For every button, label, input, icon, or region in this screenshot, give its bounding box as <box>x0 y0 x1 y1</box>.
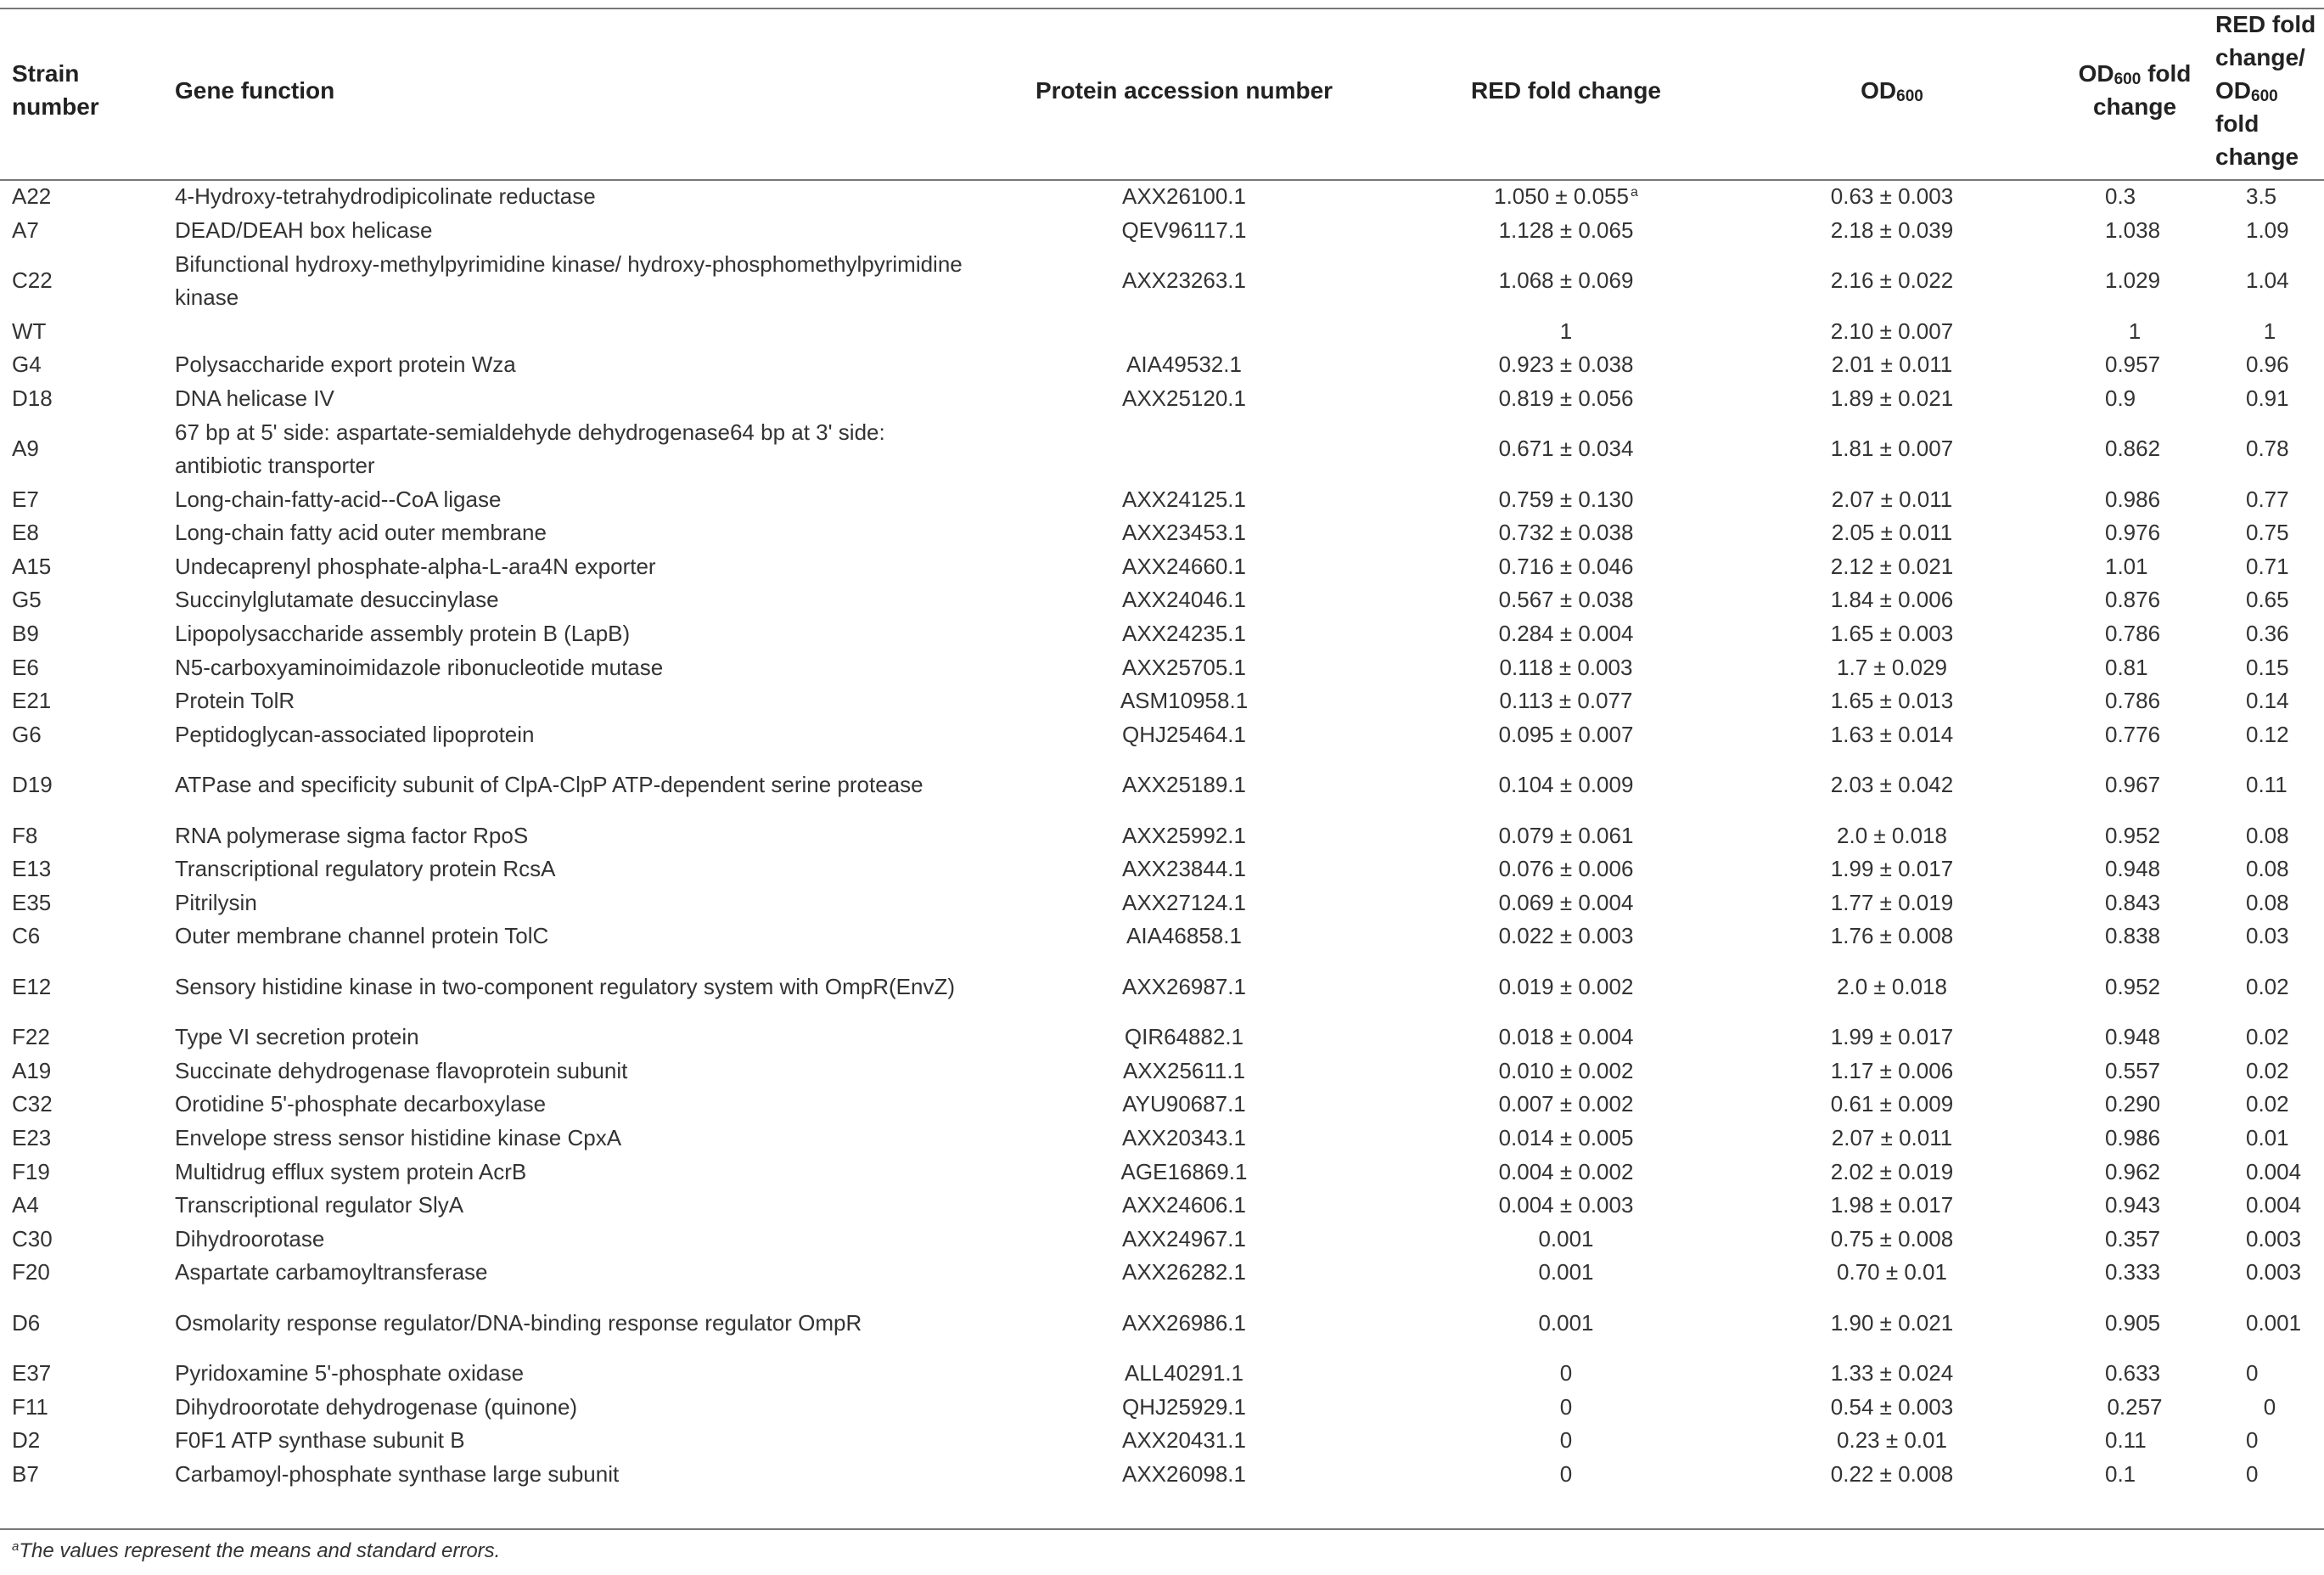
strain-cell: D2 <box>12 1427 41 1454</box>
gene-function-cell: Dihydroorotate dehydrogenase (quinone) <box>175 1393 578 1420</box>
strain-cell: F20 <box>12 1259 50 1285</box>
red-fold-change-cell: 0.019 ± 0.002 <box>1498 973 1634 999</box>
table-row <box>0 314 2324 348</box>
gene-function-cell: Transcriptional regulatory protein RcsA <box>175 856 556 882</box>
strain-cell: E37 <box>12 1360 52 1387</box>
gene-function-cell: Type VI secretion protein <box>175 1024 419 1050</box>
table-row <box>0 482 2324 516</box>
od600-cell: 2.10 ± 0.007 <box>1830 318 1954 344</box>
red-fold-change-cell: 0.004 ± 0.003 <box>1498 1192 1634 1218</box>
strain-cell: E23 <box>12 1124 52 1150</box>
header-strain-number: Strain number <box>12 60 99 120</box>
strain-cell: WT <box>12 318 47 344</box>
od600-cell: 1.84 ± 0.006 <box>1830 587 1954 613</box>
red-fold-change-cell: 0.716 ± 0.046 <box>1498 553 1634 579</box>
red-fold-change-cell: 0.022 ± 0.003 <box>1498 923 1634 949</box>
strain-cell: B7 <box>12 1460 39 1487</box>
accession-cell: AXX20431.1 <box>1121 1427 1246 1454</box>
header-gene-function: Gene function <box>175 76 335 104</box>
table-row <box>0 1122 2324 1156</box>
gene-function-cell: RNA polymerase sigma factor RpoS <box>175 822 529 848</box>
od600-fold-change-cell: 1.038 <box>2105 217 2161 243</box>
red-fold-change-cell: 0.069 ± 0.004 <box>1498 889 1634 915</box>
ratio-cell: 1.09 <box>2246 217 2289 243</box>
footnote-marker: a <box>1630 185 1638 200</box>
table-row <box>0 583 2324 617</box>
od600-fold-change-cell: 1.029 <box>2105 267 2161 294</box>
od600-fold-change-cell: 0.876 <box>2105 587 2161 613</box>
ratio-cell: 0.004 <box>2246 1158 2302 1184</box>
gene-function-cell: Multidrug efflux system protein AcrB <box>175 1158 527 1184</box>
gene-function-cell: ATPase and specificity subunit of ClpA-ClpP ATP-dependent serine protease <box>175 772 923 798</box>
ratio-cell: 0.96 <box>2246 352 2289 378</box>
gene-function-cell: DEAD/DEAH box helicase <box>175 217 433 243</box>
strain-cell: F19 <box>12 1158 50 1184</box>
red-fold-change-cell: 1.068 ± 0.069 <box>1498 267 1634 294</box>
gene-function-cell: Bifunctional hydroxy-methylpyrimidine kinase/ hydroxy-phosphomethylpyrimidine kinase <box>175 250 963 310</box>
ratio-cell: 0.03 <box>2246 923 2289 949</box>
ratio-cell: 0 <box>2263 1393 2276 1420</box>
table-bottom-rule <box>0 1528 2324 1530</box>
accession-cell <box>966 415 1402 482</box>
od600-fold-change-cell: 0.838 <box>2105 923 2161 949</box>
accession-cell: QHJ25929.1 <box>1122 1393 1246 1420</box>
accession-cell: AXX26100.1 <box>1121 183 1246 210</box>
gene-function-cell: 67 bp at 5' side: aspartate-semialdehyde dehydrogenase64 bp at 3' side: antibiotic transporter <box>175 419 885 478</box>
ratio-cell: 0.71 <box>2246 553 2289 579</box>
accession-cell: AXX25120.1 <box>1121 385 1246 411</box>
red-fold-change-cell: 0.819 ± 0.056 <box>1498 385 1634 411</box>
od600-fold-change-cell: 0.11 <box>2105 1427 2147 1454</box>
table-row <box>0 886 2324 920</box>
red-fold-change-cell: 0.567 ± 0.038 <box>1498 587 1634 613</box>
gene-function-cell: Succinate dehydrogenase flavoprotein subunit <box>175 1057 628 1083</box>
od600-fold-change-cell: 0.976 <box>2105 520 2161 546</box>
gene-function-cell: Orotidine 5'-phosphate decarboxylase <box>175 1091 547 1117</box>
od600-cell: 1.76 ± 0.008 <box>1830 923 1954 949</box>
red-fold-change-cell: 0.671 ± 0.034 <box>1498 436 1634 462</box>
accession-cell: AIA49532.1 <box>1126 352 1242 378</box>
accession-cell: QIR64882.1 <box>1124 1024 1244 1050</box>
red-fold-change-cell: 0.001 <box>1538 1225 1594 1252</box>
red-fold-change-cell: 0.007 ± 0.002 <box>1498 1091 1634 1117</box>
strain-cell: D18 <box>12 385 53 411</box>
strain-cell: D6 <box>12 1309 41 1336</box>
accession-cell: AXX24660.1 <box>1121 553 1246 579</box>
red-fold-change-cell: 0.014 ± 0.005 <box>1498 1124 1634 1150</box>
table-row <box>0 1189 2324 1223</box>
accession-cell: AXX25611.1 <box>1122 1057 1246 1083</box>
od600-fold-change-cell: 0.633 <box>2105 1360 2161 1387</box>
od600-cell: 2.03 ± 0.042 <box>1830 772 1954 798</box>
gene-function-cell: Lipopolysaccharide assembly protein B (LapB) <box>175 621 631 647</box>
table-row <box>0 1424 2324 1458</box>
od600-cell: 0.61 ± 0.009 <box>1830 1091 1954 1117</box>
ratio-cell: 0.01 <box>2246 1124 2289 1150</box>
od600-fold-change-cell: 1.01 <box>2105 553 2148 579</box>
strain-cell: A22 <box>12 183 52 210</box>
od600-cell: 1.63 ± 0.014 <box>1830 721 1954 747</box>
ratio-cell: 0.15 <box>2246 654 2289 680</box>
gene-function-cell: Envelope stress sensor histidine kinase CpxA <box>175 1124 622 1150</box>
od600-fold-change-cell: 0.81 <box>2105 654 2148 680</box>
red-fold-change-cell: 0.076 ± 0.006 <box>1498 856 1634 882</box>
ratio-cell: 0.08 <box>2246 822 2289 848</box>
od600-fold-change-cell: 0.957 <box>2105 352 2161 378</box>
od600-cell: 0.23 ± 0.01 <box>1837 1427 1947 1454</box>
strain-cell: B9 <box>12 621 39 647</box>
header-od600-fold-change: $OD_{600}$ fold change <box>2078 60 2192 120</box>
strain-cell: A15 <box>12 553 52 579</box>
ratio-cell: 0.75 <box>2246 520 2289 546</box>
ratio-cell: 0.02 <box>2246 1024 2289 1050</box>
od600-fold-change-cell: 0.905 <box>2105 1309 2161 1336</box>
table-row <box>0 852 2324 886</box>
red-fold-change-cell: 0 <box>1559 1427 1573 1454</box>
od600-cell: 0.54 ± 0.003 <box>1830 1393 1954 1420</box>
gene-function-cell: DNA helicase IV <box>175 385 334 411</box>
ratio-cell: 0 <box>2246 1460 2259 1487</box>
gene-function-cell: N5-carboxyaminoimidazole ribonucleotide mutase <box>175 654 664 680</box>
accession-cell: AXX20343.1 <box>1121 1124 1246 1150</box>
strain-cell: E7 <box>12 486 39 512</box>
od600-cell: 2.02 ± 0.019 <box>1830 1158 1954 1184</box>
red-fold-change-cell: 0.010 ± 0.002 <box>1498 1057 1634 1083</box>
od600-cell: 1.33 ± 0.024 <box>1830 1360 1954 1387</box>
strain-cell: F22 <box>12 1024 50 1050</box>
header-ratio: RED fold change/ $OD_{600}$ fold change <box>2215 10 2316 170</box>
strain-cell: E12 <box>12 973 52 999</box>
gene-function-cell: Peptidoglycan-associated lipoprotein <box>175 721 535 747</box>
od600-cell: 1.65 ± 0.013 <box>1830 688 1954 714</box>
strain-cell: A19 <box>12 1057 52 1083</box>
od600-cell: 1.89 ± 0.021 <box>1830 385 1954 411</box>
od600-cell: 1.65 ± 0.003 <box>1830 621 1954 647</box>
strain-cell: C30 <box>12 1225 53 1252</box>
table-row <box>0 247 2324 314</box>
accession-cell: AXX25992.1 <box>1121 822 1246 848</box>
gene-function-cell: Long-chain fatty acid outer membrane <box>175 520 547 546</box>
od600-cell: 1.7 ± 0.029 <box>1837 654 1947 680</box>
gene-function-cell: Carbamoyl-phosphate synthase large subunit <box>175 1460 620 1487</box>
table-row <box>0 415 2324 482</box>
od600-fold-change-cell: 0.786 <box>2105 621 2161 647</box>
od600-fold-change-cell: 0.290 <box>2105 1091 2161 1117</box>
table-row <box>0 1458 2324 1492</box>
footnote-marker: a <box>12 1539 20 1554</box>
accession-cell: QHJ25464.1 <box>1122 721 1246 747</box>
od600-fold-change-cell: 0.9 <box>2105 385 2136 411</box>
od600-fold-change-cell: 0.786 <box>2105 688 2161 714</box>
strain-cell: G6 <box>12 721 42 747</box>
header-od600: $OD_{600}$ <box>1861 76 1923 105</box>
od600-cell: 0.22 ± 0.008 <box>1830 1460 1954 1487</box>
od600-cell: 2.16 ± 0.022 <box>1830 267 1954 294</box>
ratio-cell: 0.11 <box>2246 772 2288 798</box>
accession-cell: AXX24235.1 <box>1121 621 1246 647</box>
table-row <box>0 180 2324 214</box>
ratio-cell: 3.5 <box>2246 183 2277 210</box>
ratio-cell: 0.36 <box>2246 621 2289 647</box>
od600-cell: 0.63 ± 0.003 <box>1830 183 1954 210</box>
od600-cell: 2.05 ± 0.011 <box>1831 520 1953 546</box>
ratio-cell: 0.14 <box>2246 688 2289 714</box>
strain-cell: E8 <box>12 520 39 546</box>
table-row <box>0 550 2324 584</box>
accession-cell: AXX26986.1 <box>1121 1309 1246 1336</box>
od600-fold-change-cell: 0.843 <box>2105 889 2161 915</box>
od600-fold-change-cell: 0.557 <box>2105 1057 2161 1083</box>
accession-cell: AXX24606.1 <box>1121 1192 1246 1218</box>
gene-function-cell: 4-Hydroxy-tetrahydrodipicolinate reductase <box>175 183 596 210</box>
accession-cell: AXX24125.1 <box>1121 486 1246 512</box>
table-row <box>0 920 2324 953</box>
od600-fold-change-cell: 0.948 <box>2105 1024 2161 1050</box>
ratio-cell: 0.77 <box>2246 486 2289 512</box>
od600-fold-change-cell: 0.952 <box>2105 973 2161 999</box>
red-fold-change-cell: 0.732 ± 0.038 <box>1498 520 1634 546</box>
red-fold-change-cell: 0.118 ± 0.003 <box>1499 654 1633 680</box>
gene-function-cell: Pyridoxamine 5'-phosphate oxidase <box>175 1360 525 1387</box>
accession-cell: AXX24046.1 <box>1121 587 1246 613</box>
strain-cell: G4 <box>12 352 42 378</box>
ratio-cell: 0.001 <box>2246 1309 2302 1336</box>
od600-cell: 0.75 ± 0.008 <box>1830 1225 1954 1252</box>
table-row <box>0 818 2324 852</box>
od600-cell: 1.98 ± 0.017 <box>1830 1192 1954 1218</box>
gene-function-cell: Polysaccharide export protein Wza <box>175 352 516 378</box>
od600-fold-change-cell: 0.948 <box>2105 856 2161 882</box>
gene-function-cell: Sensory histidine kinase in two-component regulatory system with OmpR(EnvZ) <box>175 973 956 999</box>
od600-fold-change-cell: 0.962 <box>2105 1158 2161 1184</box>
strain-cell: A7 <box>12 217 39 243</box>
accession-cell: AGE16869.1 <box>1120 1158 1248 1184</box>
strain-cell: F11 <box>12 1393 48 1420</box>
red-fold-change-cell: 0.079 ± 0.061 <box>1498 822 1634 848</box>
ratio-cell: 0.003 <box>2246 1259 2302 1285</box>
table-footnote <box>12 1538 500 1564</box>
od600-cell: 1.81 ± 0.007 <box>1830 436 1954 462</box>
red-fold-change-cell: 0.759 ± 0.130 <box>1498 486 1634 512</box>
red-fold-change-cell: 0.004 ± 0.002 <box>1498 1158 1634 1184</box>
table-row <box>0 617 2324 651</box>
accession-cell: AYU90687.1 <box>1122 1091 1246 1117</box>
od600-fold-change-cell: 0.257 <box>2107 1393 2163 1420</box>
accession-cell: AXX27124.1 <box>1121 889 1246 915</box>
od600-cell: 0.70 ± 0.01 <box>1837 1259 1947 1285</box>
accession-cell <box>966 314 1402 348</box>
od600-cell: 1.17 ± 0.006 <box>1830 1057 1954 1083</box>
gene-function-cell: Osmolarity response regulator/DNA-binding response regulator OmpR <box>175 1309 862 1336</box>
strain-cell: A4 <box>12 1192 39 1218</box>
strain-cell: E21 <box>12 688 52 714</box>
table-row <box>0 1256 2324 1290</box>
ratio-cell: 1 <box>2263 318 2276 344</box>
table-row <box>0 1054 2324 1088</box>
ratio-cell: 1.04 <box>2246 267 2289 294</box>
strain-cell: E35 <box>12 889 52 915</box>
od600-cell: 1.77 ± 0.019 <box>1830 889 1954 915</box>
accession-cell: ASM10958.1 <box>1120 688 1249 714</box>
table-row <box>0 650 2324 684</box>
strain-cell: C6 <box>12 923 41 949</box>
strain-cell: E6 <box>12 654 39 680</box>
od600-cell: 2.18 ± 0.039 <box>1830 217 1954 243</box>
gene-function-cell: Outer membrane channel protein TolC <box>175 923 549 949</box>
od600-cell: 2.0 ± 0.018 <box>1837 822 1947 848</box>
table-row <box>0 382 2324 416</box>
ratio-cell: 0.65 <box>2246 587 2289 613</box>
ratio-cell: 0.78 <box>2246 436 2289 462</box>
table-row <box>0 516 2324 550</box>
ratio-cell: 0.004 <box>2246 1192 2302 1218</box>
strain-cell: D19 <box>12 772 53 798</box>
table-header <box>0 0 2324 180</box>
ratio-cell: 0.02 <box>2246 1091 2289 1117</box>
od600-fold-change-cell: 0.943 <box>2105 1192 2161 1218</box>
od600-cell: 2.12 ± 0.021 <box>1830 553 1954 579</box>
table-row <box>0 1222 2324 1256</box>
od600-fold-change-cell: 0.3 <box>2105 183 2136 210</box>
accession-cell: AXX24967.1 <box>1121 1225 1246 1252</box>
table-row <box>0 751 2324 818</box>
gene-function-cell: Succinylglutamate desuccinylase <box>175 587 499 613</box>
red-fold-change-cell: 0.113 ± 0.077 <box>1499 688 1633 714</box>
ratio-cell: 0.003 <box>2246 1225 2302 1252</box>
ratio-cell: 0.12 <box>2246 721 2289 747</box>
ratio-cell: 0 <box>2246 1427 2259 1454</box>
od600-fold-change-cell: 0.986 <box>2105 1124 2161 1150</box>
red-fold-change-cell: 0.018 ± 0.004 <box>1498 1024 1634 1050</box>
ratio-cell: 0.91 <box>2246 385 2289 411</box>
od600-fold-change-cell: 0.776 <box>2105 721 2161 747</box>
gene-function-cell: Dihydroorotase <box>175 1225 325 1252</box>
red-fold-change-cell: 0.923 ± 0.038 <box>1498 352 1634 378</box>
accession-cell: AXX25189.1 <box>1121 772 1246 798</box>
od600-fold-change-cell: 0.952 <box>2105 822 2161 848</box>
strain-cell: F8 <box>12 822 38 848</box>
od600-fold-change-cell: 0.1 <box>2105 1460 2136 1487</box>
accession-cell: AXX26987.1 <box>1121 973 1246 999</box>
header-protein-accession: Protein accession number <box>1035 76 1333 104</box>
accession-cell: QEV96117.1 <box>1121 217 1247 243</box>
table-body <box>0 180 2324 1491</box>
red-fold-change-cell: 0.104 ± 0.009 <box>1498 772 1634 798</box>
accession-cell: AXX23453.1 <box>1121 520 1246 546</box>
red-fold-change-cell: 0.001 <box>1538 1309 1594 1336</box>
od600-cell: 2.01 ± 0.011 <box>1831 352 1953 378</box>
accession-cell: AXX25705.1 <box>1121 654 1246 680</box>
ratio-cell: 0 <box>2246 1360 2259 1387</box>
red-fold-change-cell: 0 <box>1559 1360 1573 1387</box>
gene-function-cell: Undecaprenyl phosphate-alpha-L-ara4N exporter <box>175 553 656 579</box>
gene-function-cell: Long-chain-fatty-acid--CoA ligase <box>175 486 502 512</box>
strain-cell: G5 <box>12 587 42 613</box>
gene-function-cell: Pitrilysin <box>175 889 257 915</box>
od600-fold-change-cell: 0.862 <box>2105 436 2161 462</box>
red-fold-change-cell: 0.284 ± 0.004 <box>1498 621 1634 647</box>
od600-fold-change-cell: 0.333 <box>2105 1259 2161 1285</box>
od600-cell: 1.90 ± 0.021 <box>1830 1309 1954 1336</box>
ratio-cell: 0.02 <box>2246 973 2289 999</box>
table-row <box>0 1021 2324 1055</box>
accession-cell: AXX26282.1 <box>1121 1259 1246 1285</box>
table-row <box>0 1088 2324 1122</box>
red-fold-change-cell: 0.001 <box>1538 1259 1594 1285</box>
gene-function-cell <box>163 314 966 348</box>
strain-cell: A9 <box>12 436 39 462</box>
strain-cell: E13 <box>12 856 52 882</box>
ratio-cell: 0.02 <box>2246 1057 2289 1083</box>
accession-cell: AIA46858.1 <box>1126 923 1242 949</box>
table-row <box>0 1390 2324 1424</box>
accession-cell: AXX23263.1 <box>1121 267 1246 294</box>
table-row <box>0 1290 2324 1357</box>
strain-cell: C32 <box>12 1091 53 1117</box>
od600-fold-change-cell: 0.967 <box>2105 772 2161 798</box>
table-row <box>0 1357 2324 1391</box>
table-row <box>0 718 2324 752</box>
strain-cell: C22 <box>12 267 53 294</box>
od600-cell: 2.0 ± 0.018 <box>1837 973 1947 999</box>
od600-cell: 2.07 ± 0.011 <box>1831 1124 1953 1150</box>
table-row <box>0 214 2324 248</box>
red-fold-change-cell: 0 <box>1559 1460 1573 1487</box>
accession-cell: AXX23844.1 <box>1121 856 1246 882</box>
table-row <box>0 684 2324 718</box>
footnote-text: The values represent the means and standard errors. <box>19 1539 501 1562</box>
red-fold-change-cell: 0.095 ± 0.007 <box>1498 721 1634 747</box>
red-fold-change-cell: 1.128 ± 0.065 <box>1498 217 1634 243</box>
red-fold-change-cell: 1.050 ± 0.055 $^a$ <box>1494 183 1638 210</box>
table-row <box>0 1155 2324 1189</box>
gene-function-cell: Protein TolR <box>175 688 295 714</box>
red-fold-change-cell: 0 <box>1559 1393 1573 1420</box>
table-row <box>0 953 2324 1021</box>
red-fold-change-cell: 1 <box>1559 318 1573 344</box>
header-red-fold-change: RED fold change <box>1470 76 1661 104</box>
gene-function-cell: F0F1 ATP synthase subunit B <box>175 1427 465 1454</box>
table-row <box>0 348 2324 382</box>
ratio-cell: 0.08 <box>2246 856 2289 882</box>
od600-cell: 1.99 ± 0.017 <box>1830 1024 1954 1050</box>
gene-function-cell: Transcriptional regulator SlyA <box>175 1192 464 1218</box>
ratio-cell: 0.08 <box>2246 889 2289 915</box>
accession-cell: ALL40291.1 <box>1124 1360 1244 1387</box>
od600-fold-change-cell: 0.357 <box>2105 1225 2161 1252</box>
od600-cell: 1.99 ± 0.017 <box>1830 856 1954 882</box>
gene-function-cell: Aspartate carbamoyltransferase <box>175 1259 488 1285</box>
od600-cell: 2.07 ± 0.011 <box>1831 486 1953 512</box>
accession-cell: AXX26098.1 <box>1121 1460 1246 1487</box>
od600-fold-change-cell: 0.986 <box>2105 486 2161 512</box>
od600-fold-change-cell: 1 <box>2128 318 2142 344</box>
